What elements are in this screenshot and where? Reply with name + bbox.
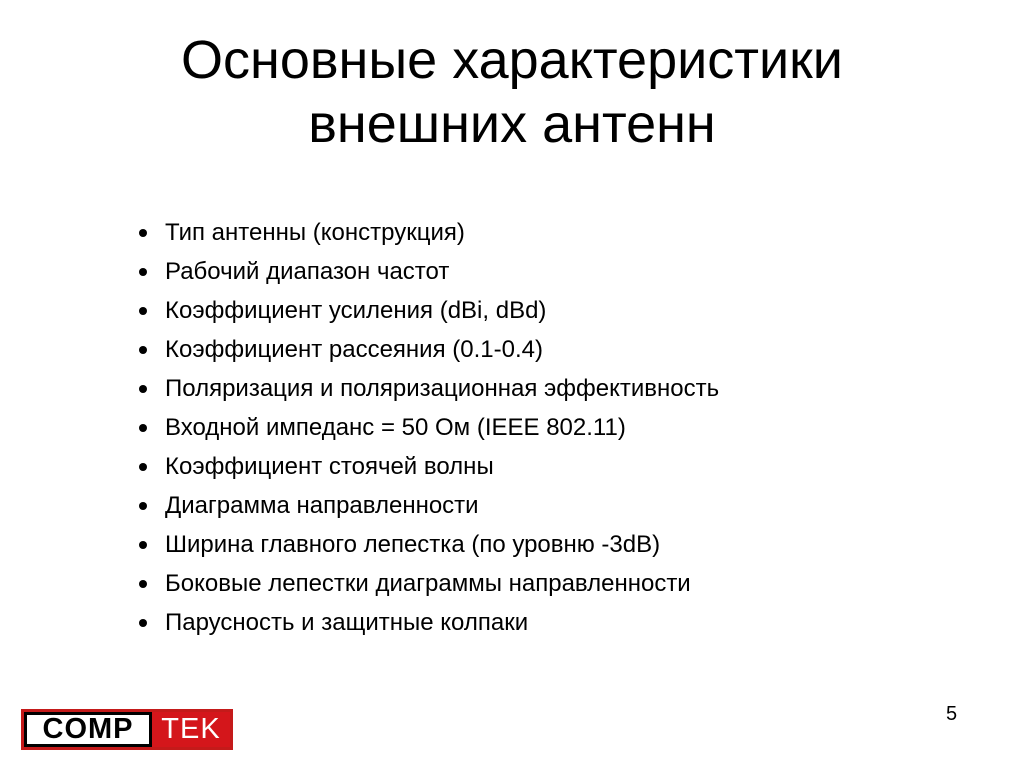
list-item-text: Коэффициент рассеяния (0.1-0.4) — [165, 336, 543, 363]
list-item — [137, 213, 997, 252]
list-item — [137, 408, 997, 447]
page-number: 5 — [946, 703, 958, 725]
list-item-text: Входной импеданс = 50 Ом (IEEE 802.11) — [165, 414, 626, 441]
bullet-icon — [139, 229, 147, 237]
bullet-icon — [139, 268, 147, 276]
list-item-text: Диаграмма направленности — [165, 492, 479, 519]
list-item — [137, 291, 997, 330]
bullet-icon — [139, 502, 147, 510]
slide-title-line-1: Основные характеристики — [181, 30, 843, 90]
bullet-icon — [139, 463, 147, 471]
bullet-icon — [139, 307, 147, 315]
list-item-text: Ширина главного лепестка (по уровню -3dB) — [165, 531, 661, 558]
comptek-logo — [21, 709, 233, 750]
list-item — [137, 564, 997, 603]
list-item — [137, 330, 997, 369]
list-item-text: Коэффициент стоячей волны — [165, 453, 494, 480]
list-item — [137, 486, 997, 525]
list-item — [137, 252, 997, 291]
list-item-text: Парусность и защитные колпаки — [165, 609, 529, 636]
bullet-icon — [139, 346, 147, 354]
characteristics-list — [137, 213, 997, 642]
list-item — [137, 603, 997, 642]
list-item — [137, 369, 997, 408]
logo-comp-text: COMP — [24, 712, 152, 747]
logo-tek-text: TEK — [152, 712, 230, 747]
list-item — [137, 447, 997, 486]
list-item-text: Коэффициент усиления (dBi, dBd) — [165, 297, 547, 324]
bullet-icon — [139, 385, 147, 393]
bullet-icon — [139, 424, 147, 432]
slide-title — [0, 28, 1024, 156]
bullet-icon — [139, 541, 147, 549]
list-item-text: Рабочий диапазон частот — [165, 258, 450, 285]
slide-title-line-2: внешних антенн — [308, 94, 716, 154]
list-item-text: Боковые лепестки диаграммы направленности — [165, 570, 691, 597]
list-item-text: Поляризация и поляризационная эффективность — [165, 375, 720, 402]
bullet-icon — [139, 580, 147, 588]
list-item — [137, 525, 997, 564]
list-item-text: Тип антенны (конструкция) — [165, 219, 465, 246]
bullet-icon — [139, 619, 147, 627]
